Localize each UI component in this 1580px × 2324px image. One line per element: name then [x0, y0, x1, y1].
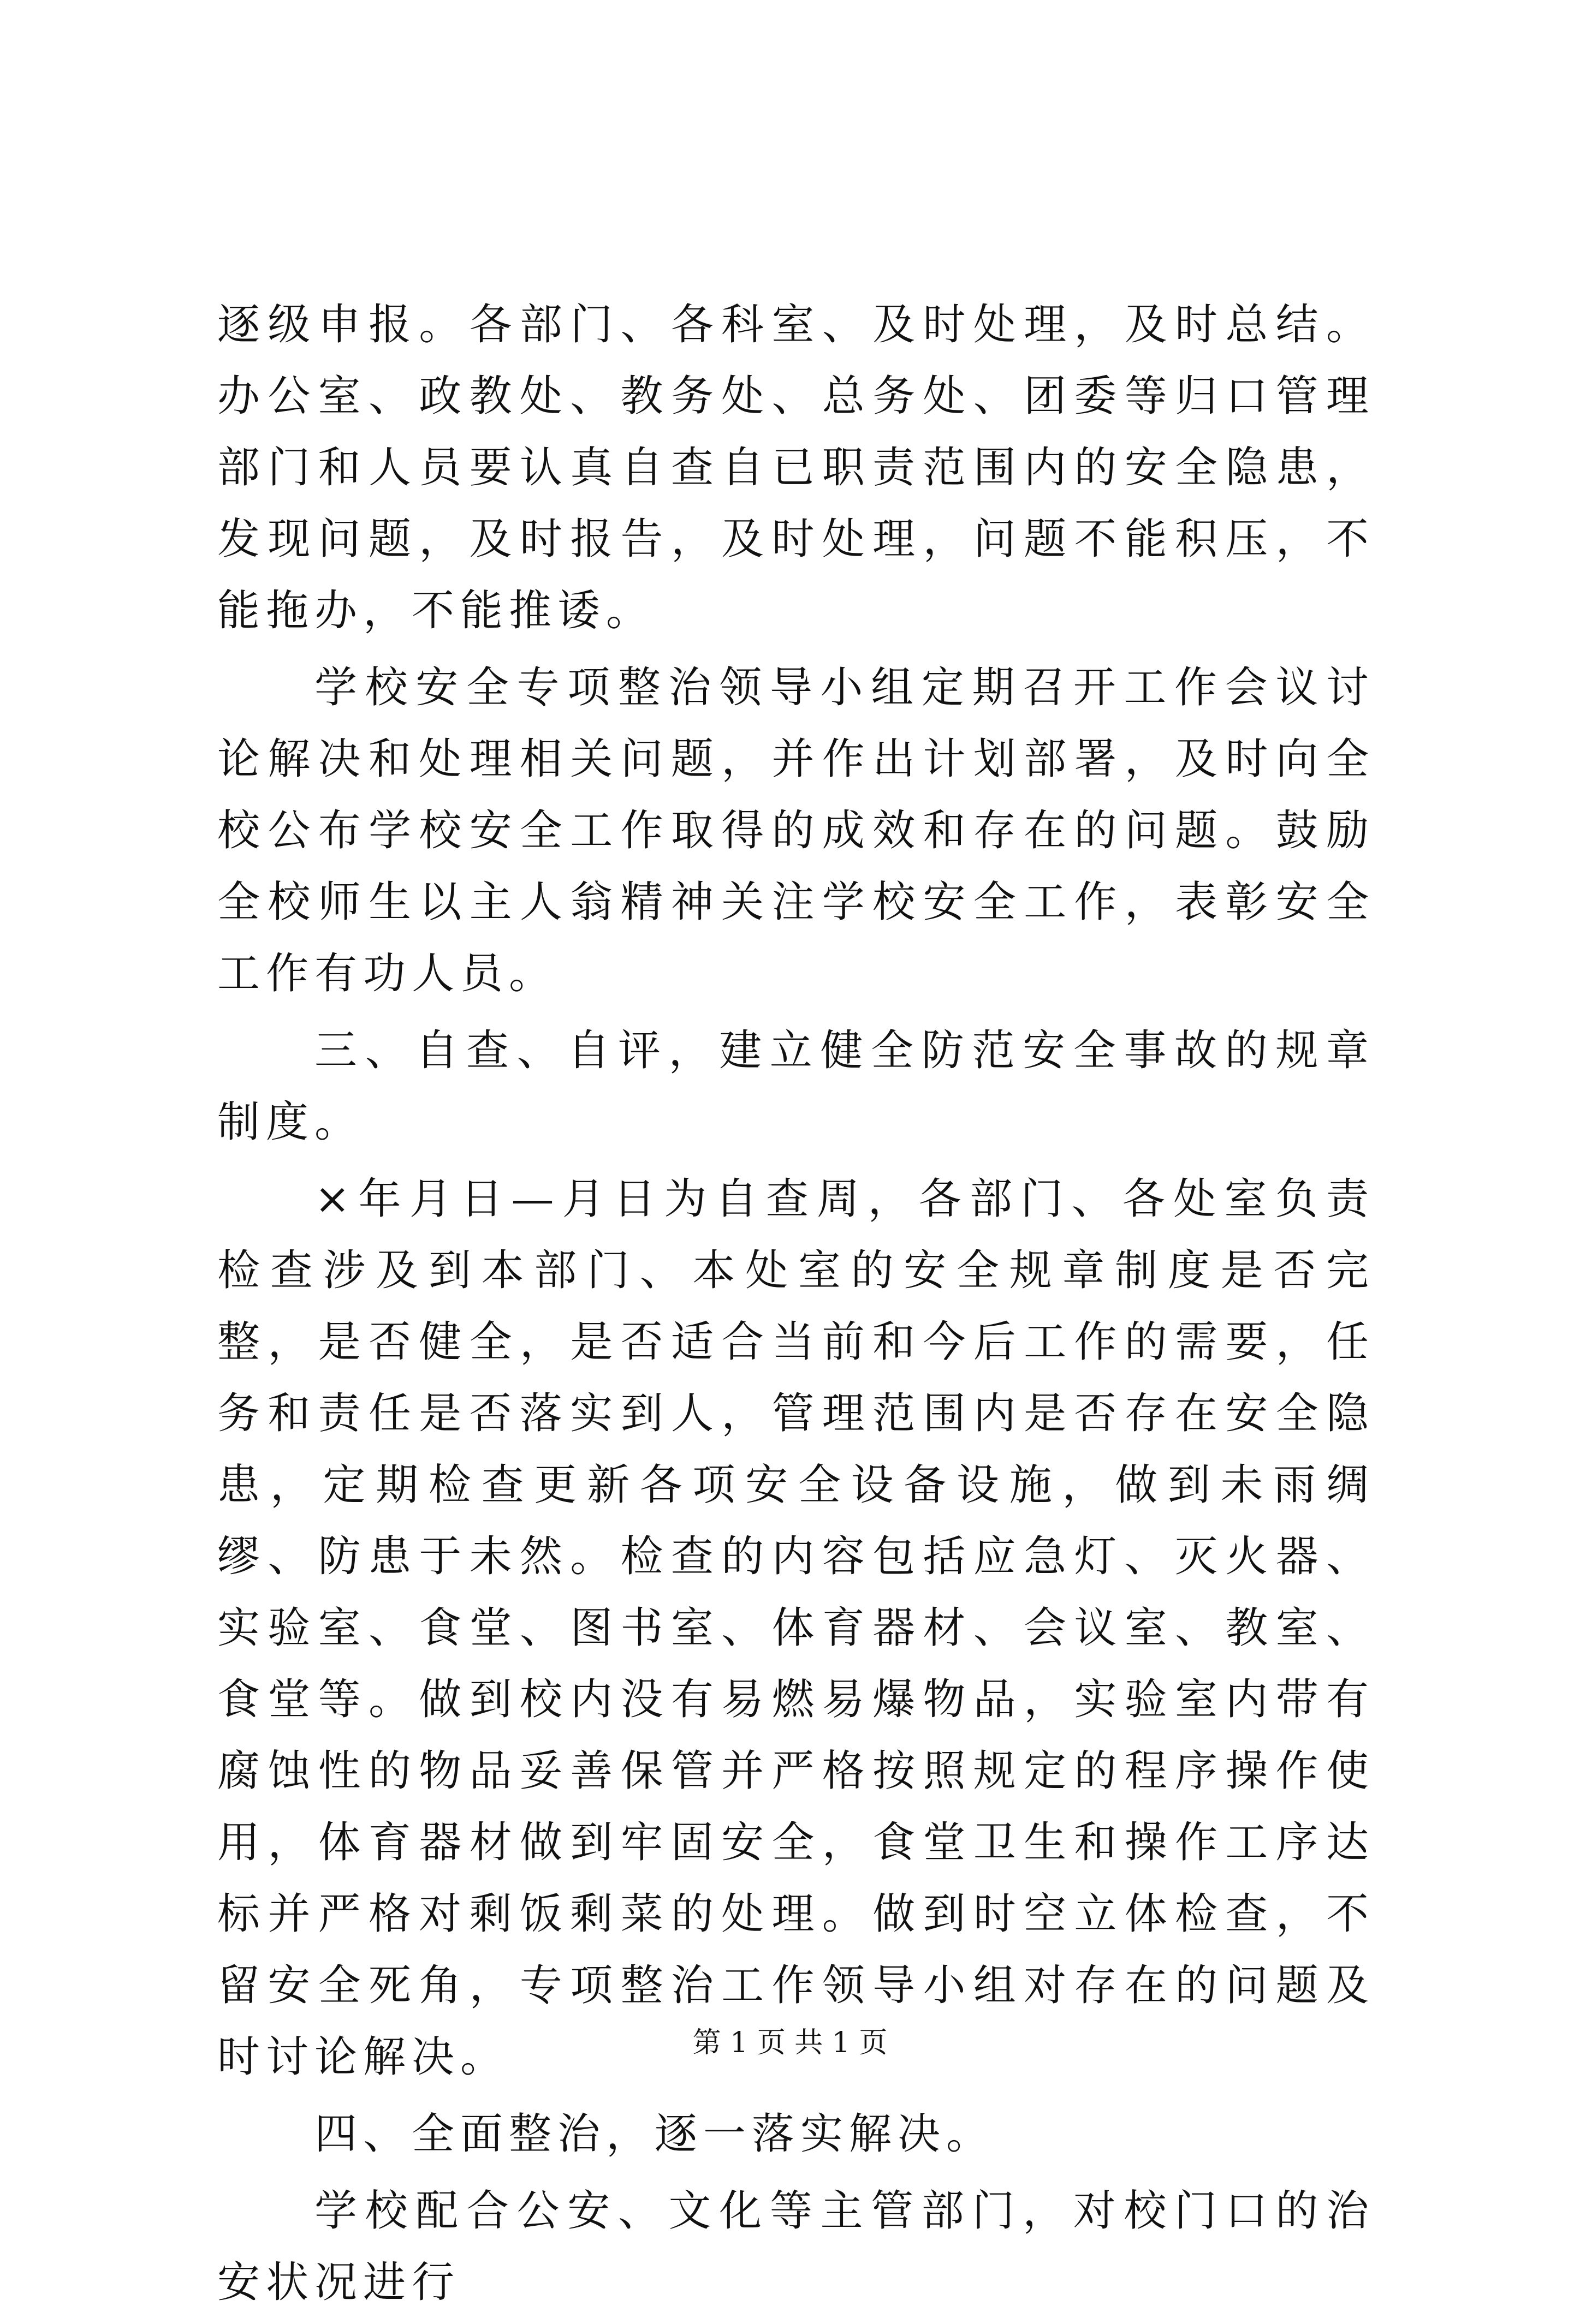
page-footer: 第 1 页 共 1 页: [692, 2027, 888, 2059]
paragraph-self-check-week: ×年月日—月日为自查周，各部门、各处室负责检查涉及到本部门、本处室的安全规章制度是否完整，是否健全，是否适合当前和今后工作的需要，任务和责任是否落实到人，管理范围内是否存在安全隐患，定期检查更新各项安全设备设施，做到未雨绸缪、防患于未然。检查的内容包括应急灯、灭火器、实验室、食堂、图书室、体育器材、会议室、教室、食堂等。做到校内没有易燃易爆物品，实验室内带有腐蚀性的物品妥善保管并严格按照规定的程序操作使用，体育器材做到牢固安全，食堂卫生和操作工序达标并严格对剩饭剩菜的处理。做到时空立体检查，不留安全死角，专项整治工作领导小组对存在的问题及时讨论解决。: [217, 1175, 1375, 2082]
paragraph-leadership-group: 学校安全专项整治领导小组定期召开工作会议讨论解决和处理相关问题，并作出计划部署，及时向全校公布学校安全工作取得的成效和存在的问题。鼓励全校师生以主人翁精神关注学校安全工作，表彰安全工作有功人员。: [217, 663, 1375, 998]
paragraph-school-cooperation: 学校配合公安、文化等主管部门，对校门口的治安状况进行: [217, 2186, 1375, 2307]
paragraph-continued: 逐级申报。各部门、各科室、及时处理，及时总结。办公室、政教处、教务处、总务处、团委等归口管理部门和人员要认真自查自已职责范围内的安全隐患，发现问题，及时报告，及时处理，问题不能积压，不能拖办，不能推诿。: [217, 300, 1375, 635]
section-heading-3: 三、自查、自评，建立健全防范安全事故的规章制度。: [217, 1026, 1375, 1147]
section-heading-4: 四、全面整治，逐一落实解决。: [314, 2110, 995, 2159]
document-body: [217, 289, 1375, 2324]
